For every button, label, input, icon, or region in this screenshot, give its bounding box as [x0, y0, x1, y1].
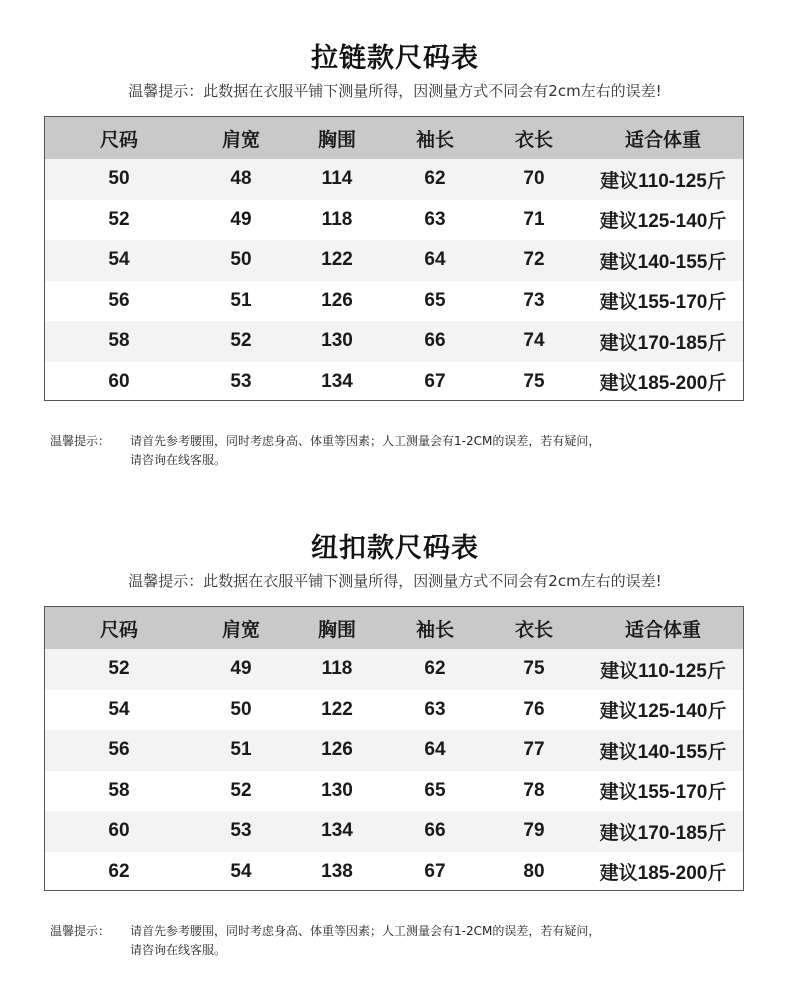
cell-length: 80 — [523, 860, 545, 882]
cell-length: 72 — [523, 249, 545, 271]
cell-chest: 126 — [321, 289, 353, 311]
button-size-subtitle: 温馨提示：此数据在衣服平铺下测量所得，因测量方式不同会有2cm左右的误差! — [128, 572, 662, 590]
cell-weight: 建议110-125斤 — [600, 170, 726, 192]
cell-weight: 建议125-140斤 — [599, 211, 727, 233]
cell-sleeve: 62 — [424, 168, 446, 190]
cell-length: 77 — [523, 739, 545, 761]
zipper-size-note — [50, 432, 750, 470]
note-line-2: 请咨询在线客服。 — [130, 453, 227, 467]
cell-size: 60 — [108, 370, 130, 392]
cell-sleeve: 64 — [424, 249, 446, 271]
cell-sleeve: 65 — [424, 779, 446, 801]
header-cell-chest: 胸围 — [317, 619, 356, 641]
cell-size: 60 — [108, 820, 130, 842]
cell-sleeve: 66 — [424, 330, 446, 352]
cell-shoulder: 49 — [230, 208, 252, 230]
cell-size: 52 — [108, 208, 130, 230]
cell-chest: 134 — [321, 370, 353, 392]
cell-length: 76 — [523, 698, 545, 720]
table-row — [45, 811, 743, 852]
cell-size: 56 — [108, 289, 130, 311]
note-line-2: 请咨询在线客服。 — [130, 943, 227, 957]
cell-weight: 建议125-140斤 — [599, 701, 727, 723]
header-cell-length: 衣长 — [514, 129, 553, 151]
table-row — [45, 649, 743, 690]
cell-size: 52 — [108, 658, 130, 680]
cell-shoulder: 50 — [230, 249, 252, 271]
cell-size: 54 — [108, 249, 130, 271]
header-cell-size: 尺码 — [99, 129, 138, 151]
cell-weight: 建议185-200斤 — [599, 863, 727, 885]
cell-shoulder: 51 — [230, 289, 252, 311]
table-row — [45, 852, 743, 893]
cell-shoulder: 49 — [230, 658, 252, 680]
header-cell-shoulder: 肩宽 — [221, 129, 260, 151]
cell-chest: 134 — [321, 820, 353, 842]
cell-length: 75 — [523, 658, 545, 680]
table-row — [45, 362, 743, 403]
cell-shoulder: 52 — [230, 330, 252, 352]
cell-shoulder: 51 — [230, 739, 252, 761]
table-row — [45, 200, 743, 241]
cell-length: 74 — [523, 330, 545, 352]
cell-chest: 118 — [321, 658, 353, 680]
table-row — [45, 159, 743, 200]
cell-weight: 建议185-200斤 — [599, 373, 727, 395]
cell-shoulder: 53 — [230, 820, 252, 842]
table-header-row — [45, 117, 743, 159]
cell-size: 62 — [108, 860, 130, 882]
cell-shoulder: 48 — [230, 168, 252, 190]
cell-length: 71 — [523, 208, 545, 230]
button-size-note — [50, 922, 750, 960]
cell-chest: 118 — [321, 208, 353, 230]
zipper-size-title: 拉链款尺码表 — [311, 43, 479, 74]
header-cell-weight: 适合体重 — [624, 619, 701, 641]
cell-shoulder: 54 — [230, 860, 252, 882]
cell-sleeve: 64 — [424, 739, 446, 761]
button-size-title: 纽扣款尺码表 — [311, 533, 479, 564]
note-label: 温馨提示： — [50, 434, 111, 448]
cell-size: 58 — [108, 779, 130, 801]
cell-weight: 建议110-125斤 — [600, 660, 726, 682]
note-line-1: 请首先参考腰围，同时考虑身高、体重等因素；人工测量会有1-2CM的误差，若有疑问， — [130, 434, 601, 448]
cell-weight: 建议170-185斤 — [599, 332, 727, 354]
cell-sleeve: 67 — [424, 370, 446, 392]
cell-size: 50 — [108, 168, 130, 190]
cell-size: 54 — [108, 698, 130, 720]
header-cell-size: 尺码 — [99, 619, 138, 641]
cell-length: 73 — [523, 289, 545, 311]
cell-sleeve: 65 — [424, 289, 446, 311]
table-row — [45, 690, 743, 731]
cell-chest: 122 — [321, 698, 353, 720]
cell-size: 56 — [108, 739, 130, 761]
cell-weight: 建议140-155斤 — [599, 251, 727, 273]
cell-shoulder: 50 — [230, 698, 252, 720]
table-header-row — [45, 607, 743, 649]
cell-length: 79 — [523, 820, 545, 842]
table-row — [45, 771, 743, 812]
cell-weight: 建议155-170斤 — [599, 782, 727, 804]
cell-length: 75 — [523, 370, 545, 392]
header-cell-chest: 胸围 — [317, 129, 356, 151]
cell-weight: 建议170-185斤 — [599, 822, 727, 844]
header-cell-shoulder: 肩宽 — [221, 619, 260, 641]
cell-chest: 130 — [321, 330, 353, 352]
cell-weight: 建议155-170斤 — [599, 292, 727, 314]
cell-sleeve: 66 — [424, 820, 446, 842]
cell-chest: 130 — [321, 779, 353, 801]
note-label: 温馨提示： — [50, 924, 111, 938]
header-cell-sleeve: 袖长 — [415, 129, 454, 151]
cell-chest: 122 — [321, 249, 353, 271]
button-size-table — [44, 606, 744, 891]
cell-size: 58 — [108, 330, 130, 352]
cell-sleeve: 63 — [424, 208, 446, 230]
table-row — [45, 730, 743, 771]
cell-shoulder: 52 — [230, 779, 252, 801]
zipper-size-subtitle: 温馨提示：此数据在衣服平铺下测量所得，因测量方式不同会有2cm左右的误差! — [128, 82, 662, 100]
note-line-1: 请首先参考腰围，同时考虑身高、体重等因素；人工测量会有1-2CM的误差，若有疑问， — [130, 924, 601, 938]
header-cell-weight: 适合体重 — [624, 129, 701, 151]
cell-weight: 建议140-155斤 — [599, 741, 727, 763]
cell-chest: 114 — [321, 168, 353, 190]
header-cell-sleeve: 袖长 — [415, 619, 454, 641]
cell-chest: 126 — [321, 739, 353, 761]
cell-shoulder: 53 — [230, 370, 252, 392]
header-cell-length: 衣长 — [514, 619, 553, 641]
cell-length: 78 — [523, 779, 545, 801]
table-row — [45, 240, 743, 281]
table-row — [45, 321, 743, 362]
table-row — [45, 281, 743, 322]
cell-sleeve: 67 — [424, 860, 446, 882]
cell-sleeve: 62 — [424, 658, 446, 680]
cell-sleeve: 63 — [424, 698, 446, 720]
cell-length: 70 — [523, 168, 545, 190]
zipper-size-table — [44, 116, 744, 401]
cell-chest: 138 — [321, 860, 353, 882]
